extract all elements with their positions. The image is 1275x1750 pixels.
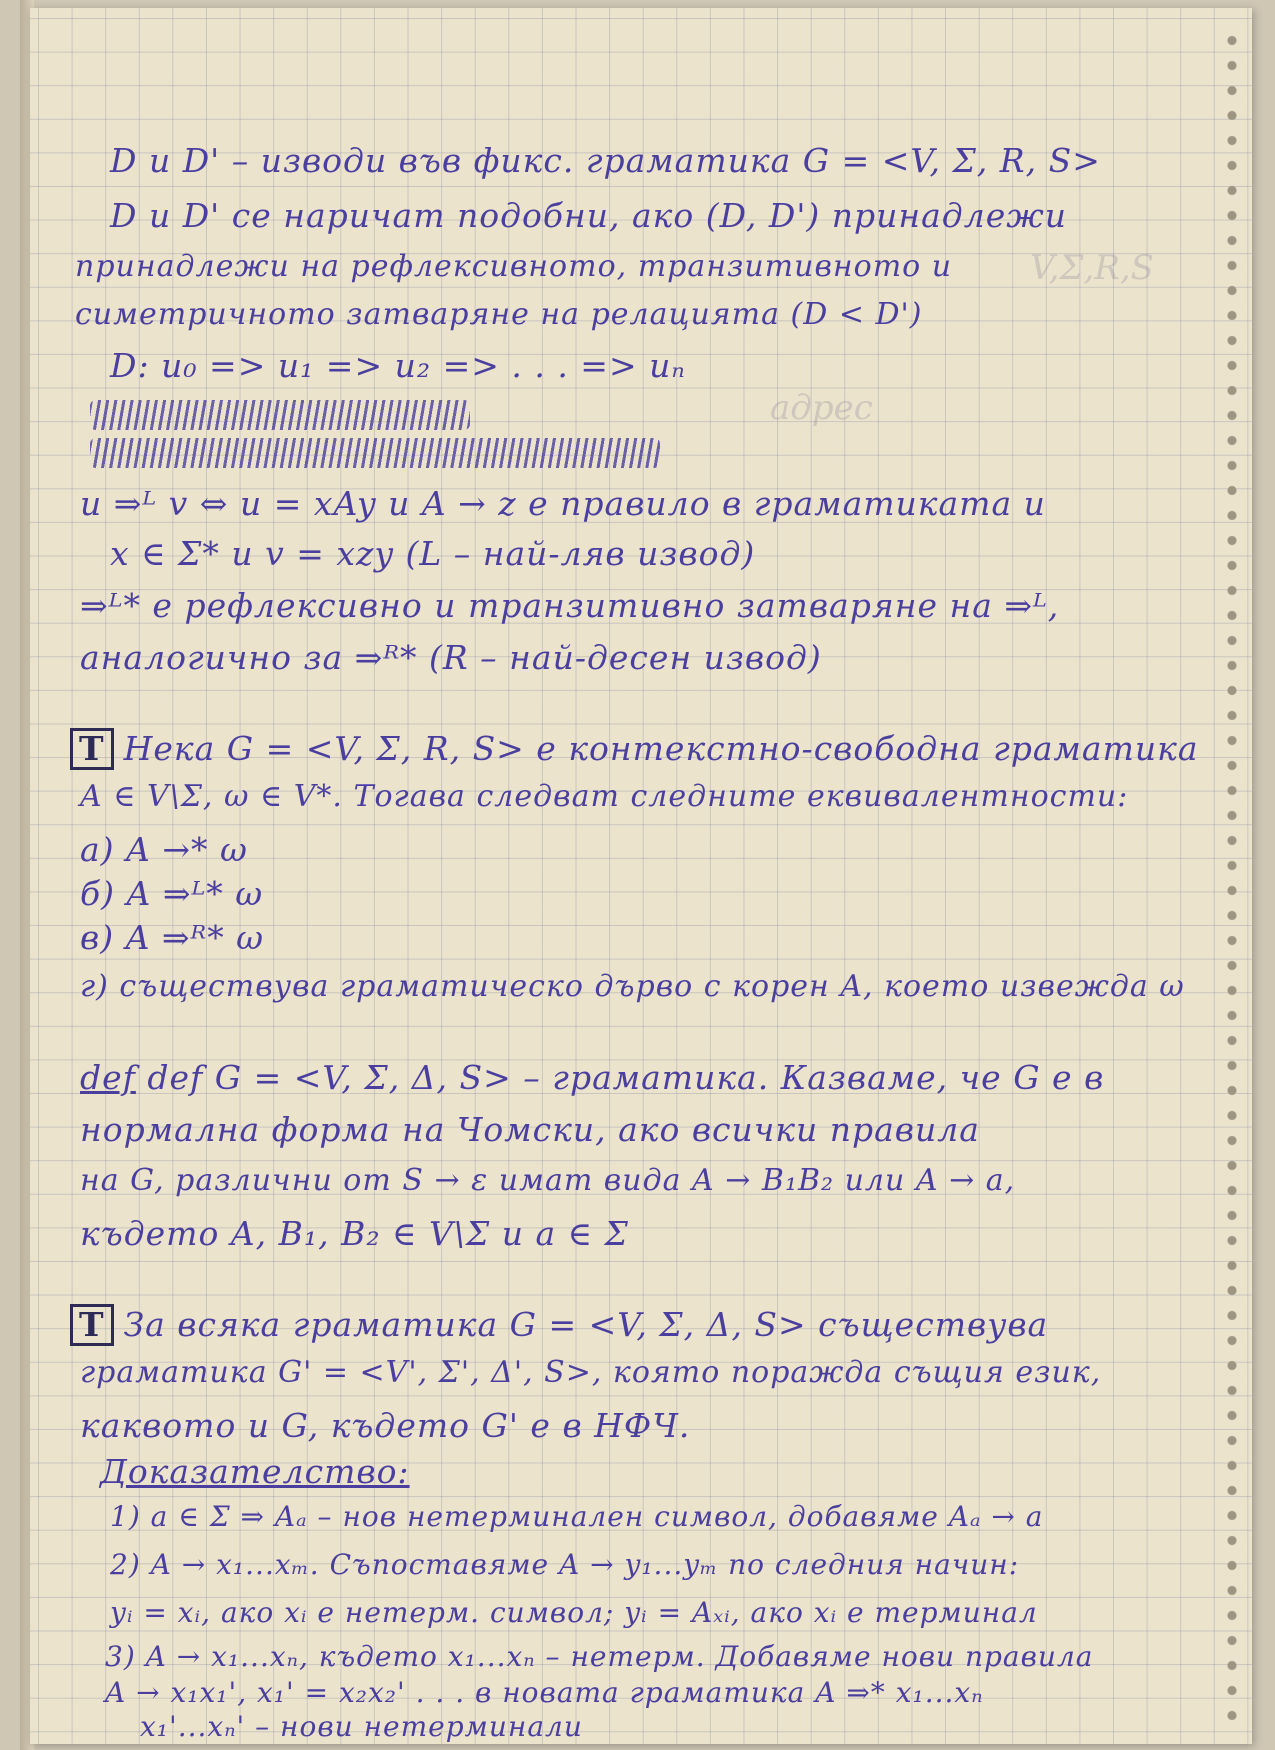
text-line: A → x₁x₁', x₁' = x₂x₂' . . . в новата граматика A ⇒* x₁...xₙ [105, 1676, 984, 1709]
crossed-out-text [90, 438, 660, 468]
theorem-box: T [70, 1304, 114, 1346]
text-line: D и D' – изводи във фикс. граматика G = <V, Σ, R, S> [110, 141, 1101, 180]
perforation [1220, 28, 1244, 1728]
text-line: принадлежи на рефлексивното, транзитивното и [75, 249, 953, 284]
text-line: x ∈ Σ* и v = xzy (L – най-ляв извод) [110, 534, 756, 573]
text-line: на G, различни от S → ε имат вида A → B₁B₂ или A → a, [80, 1163, 1016, 1198]
definition-line: def def G = <V, Σ, Δ, S> – граматика. Казваме, че G е в [80, 1058, 1105, 1097]
text-line: 3) A → x₁...xₙ, където x₁...xₙ – нетерм. Добавяме нови правила [105, 1640, 1094, 1673]
text-line: 1) a ∈ Σ ⇒ Aₐ – нов нетерминален символ, добавяме Aₐ → a [110, 1500, 1044, 1533]
text-line: аналогично за ⇒ᴿ* (R – най-десен извод) [80, 638, 822, 677]
text-line: г) съществува граматическо дърво с корен A, което извежда ω [80, 969, 1185, 1004]
text-line: където A, B₁, B₂ ∈ V\Σ и a ∈ Σ [80, 1214, 629, 1253]
bleed-through-text: V,Σ,R,S [1030, 248, 1154, 288]
proof-heading: Доказателство: [100, 1452, 410, 1491]
crossed-out-text [90, 400, 470, 430]
text-line: u ⇒ᴸ v ⇔ u = xAy и A → z е правило в граматиката и [80, 484, 1046, 523]
text-line: каквото и G, където G' е в НФЧ. [80, 1406, 691, 1445]
text-line: yᵢ = xᵢ, ако xᵢ е нетерм. символ; yᵢ = Aₓᵢ, ако xᵢ е терминал [110, 1596, 1038, 1629]
bleed-through-text: адрес [770, 388, 873, 428]
text-line: нормална форма на Чомски, ако всички правила [80, 1110, 980, 1149]
text-line: симетричното затваряне на релацията (D < D') [75, 297, 923, 332]
text-line: A ∈ V\Σ, ω ∈ V*. Тогава следват следните еквивалентности: [80, 779, 1129, 814]
text-line: граматика G' = <V', Σ', Δ', S>, която поражда същия език, [80, 1355, 1102, 1390]
text-line: 2) A → x₁...xₘ. Съпоставяме A → y₁...yₘ по следния начин: [110, 1548, 1020, 1581]
text-line: x₁'...xₙ' – нови нетерминали [140, 1710, 583, 1743]
theorem-box: T [70, 728, 114, 770]
notebook-page [30, 8, 1252, 1744]
text-line: а) A →* ω [80, 830, 248, 869]
theorem-line: T За всяка граматика G = <V, Σ, Δ, S> съществува [70, 1304, 1048, 1346]
text-line: б) A ⇒ᴸ* ω [80, 874, 264, 913]
def-label: def [80, 1058, 136, 1097]
text-line: ⇒ᴸ* е рефлексивно и транзитивно затваряне на ⇒ᴸ, [80, 586, 1060, 625]
theorem-line: T Нека G = <V, Σ, R, S> е контекстно-свободна граматика [70, 728, 1199, 770]
text-line: D: u₀ => u₁ => u₂ => . . . => uₙ [110, 346, 686, 385]
text-line: в) A ⇒ᴿ* ω [80, 918, 265, 957]
text-line: D и D' се наричат подобни, ако (D, D') принадлежи [110, 196, 1068, 235]
